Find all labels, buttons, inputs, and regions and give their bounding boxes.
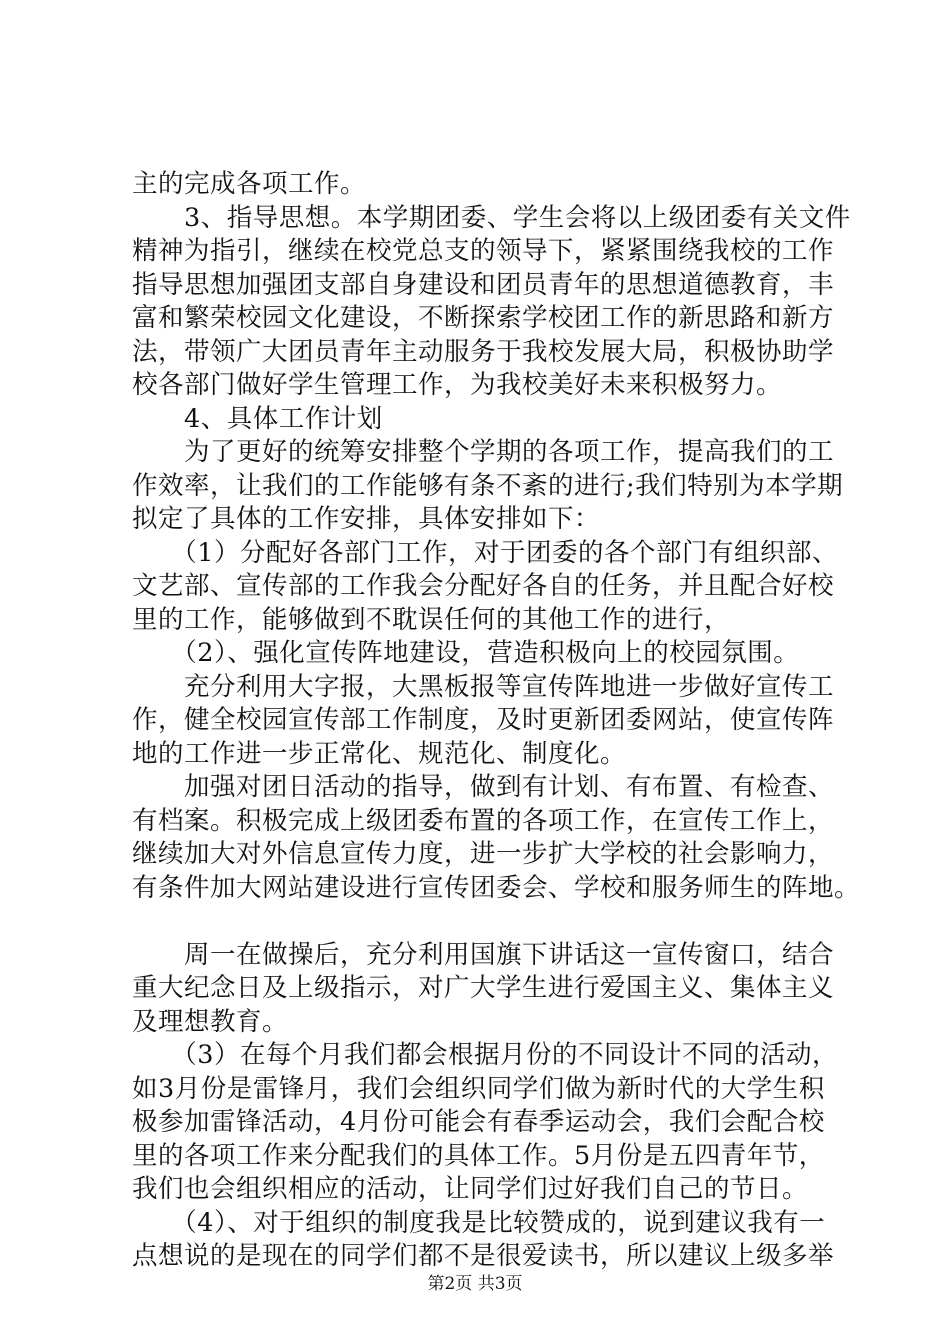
text-line: 我们也会组织相应的活动，让同学们过好我们自己的节日。 <box>132 1174 809 1204</box>
text-line: 拟定了具体的工作安排，具体安排如下： <box>132 504 601 534</box>
text-line: 富和繁荣校园文化建设，不断探索学校团工作的新思路和新方 <box>132 303 835 333</box>
page-footer: 第2页 共3页 <box>427 1274 523 1294</box>
text-line: 为了更好的统筹安排整个学期的各项工作，提高我们的工 <box>132 437 835 467</box>
text-line: 作，健全校园宣传部工作制度，及时更新团委网站，使宣传阵 <box>132 705 835 735</box>
text-line: 周一在做操后，充分利用国旗下讲话这一宣传窗口，结合 <box>132 939 835 970</box>
text-line: 精神为指引，继续在校党总支的领导下，紧紧围绕我校的工作 <box>132 236 835 266</box>
text-line: 里的工作，能够做到不耽误任何的其他工作的进行， <box>132 604 731 635</box>
text-line: 有条件加大网站建设进行宣传团委会、学校和服务师生的阵地。 <box>132 872 861 903</box>
text-line: 及理想教育。 <box>132 1006 289 1037</box>
text-line: 指导思想加强团支部自身建设和团员青年的思想道德教育，丰 <box>132 269 835 300</box>
text-line: （4）、对于组织的制度我是比较赞成的，说到建议我有一 <box>132 1207 826 1238</box>
text-line: （3）在每个月我们都会根据月份的不同设计不同的活动， <box>132 1040 838 1070</box>
text-line: 里的各项工作来分配我们的具体工作。5月份是五四青年节， <box>132 1140 825 1171</box>
text-line: 如3月份是雷锋月，我们会组织同学们做为新时代的大学生积 <box>132 1073 825 1104</box>
text-line: （1）分配好各部门工作，对于团委的各个部门有组织部、 <box>132 537 838 568</box>
text-line: 点想说的是现在的同学们都不是很爱读书，所以建议上级多举 <box>132 1241 835 1271</box>
text-line: 加强对团日活动的指导，做到有计划、有布置、有检查、 <box>132 772 835 802</box>
text-line: 主的完成各项工作。 <box>132 169 367 199</box>
text-line: 3、指导思想。本学期团委、学生会将以上级团委有关文件 <box>132 202 851 233</box>
text-line: 地的工作进一步正常化、规范化、制度化。 <box>132 738 627 769</box>
text-line: （2）、强化宣传阵地建设，营造积极向上的校园氛围。 <box>132 638 800 668</box>
text-line: 4、具体工作计划 <box>132 403 383 434</box>
text-line: 法，带领广大团员青年主动服务于我校发展大局，积极协助学 <box>132 336 835 367</box>
text-line: 极参加雷锋活动，4月份可能会有春季运动会，我们会配合校 <box>132 1107 825 1137</box>
text-line: 文艺部、宣传部的工作我会分配好各自的任务，并且配合好校 <box>132 571 835 601</box>
text-line: 作效率，让我们的工作能够有条不紊的进行;我们特别为本学期 <box>132 470 844 501</box>
text-line: 充分利用大字报，大黑板报等宣传阵地进一步做好宣传工 <box>132 671 835 702</box>
text-line: 有档案。积极完成上级团委布置的各项工作，在宣传工作上， <box>132 805 835 836</box>
text-line: 重大纪念日及上级指示，对广大学生进行爱国主义、集体主义 <box>132 973 835 1003</box>
text-line: 校各部门做好学生管理工作，为我校美好未来积极努力。 <box>132 370 783 400</box>
text-line: 继续加大对外信息宣传力度，进一步扩大学校的社会影响力， <box>132 839 835 869</box>
